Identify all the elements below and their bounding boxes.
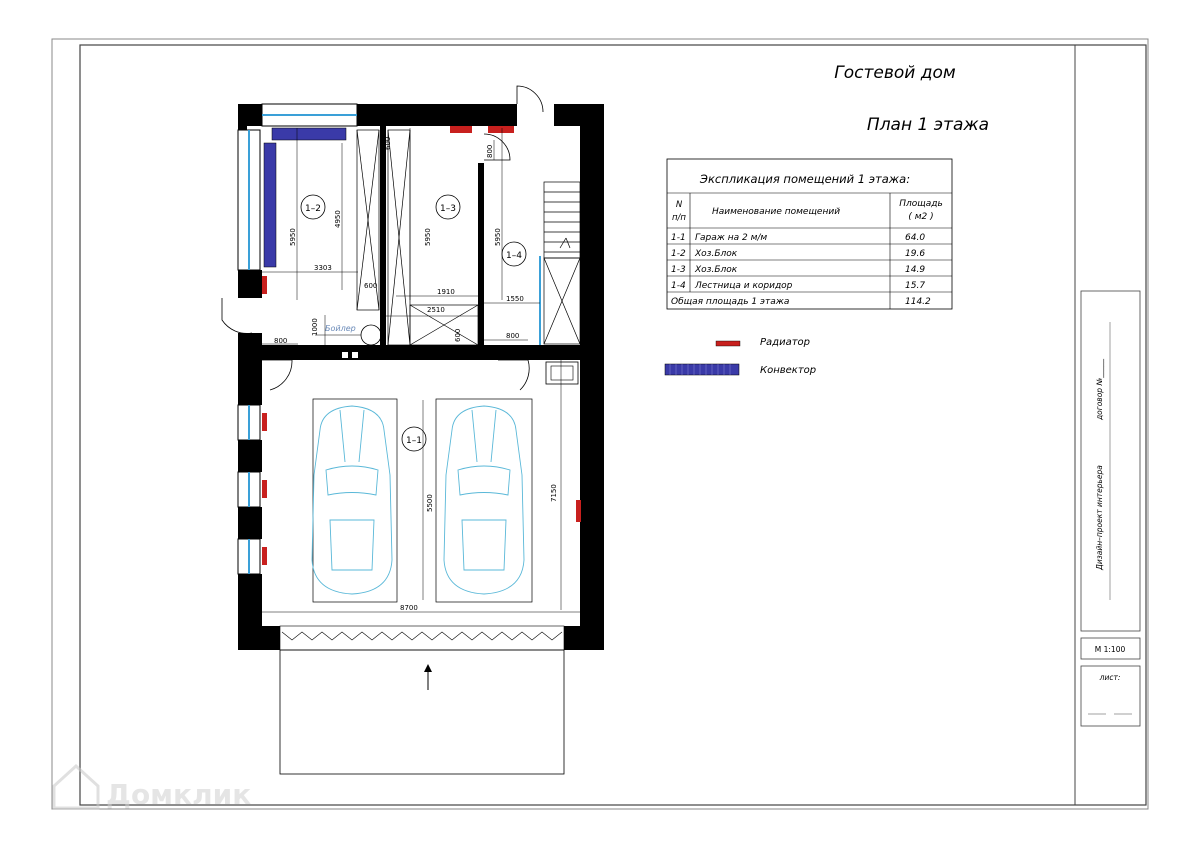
outlet <box>342 352 348 358</box>
radiator <box>262 547 267 565</box>
room-label-1-4: 1–4 <box>506 251 522 261</box>
wall <box>238 440 262 472</box>
wall <box>580 104 604 650</box>
col-n-header: п/п <box>672 213 686 223</box>
dim-label: 3303 <box>314 264 332 272</box>
table-total-area: 114.2 <box>905 297 931 307</box>
convector <box>264 143 276 267</box>
explication-table <box>667 159 952 309</box>
boiler <box>361 325 381 345</box>
boiler-label: Бойлер <box>325 324 356 333</box>
interior-wall <box>380 126 386 346</box>
dim-label: 5950 <box>424 228 432 246</box>
dim-label: 5950 <box>494 228 502 246</box>
driveway <box>280 650 564 774</box>
wall <box>238 507 262 539</box>
table-cell: 1-2 <box>671 249 686 259</box>
dim-label: 5500 <box>426 494 434 512</box>
dim-label: 800 <box>486 144 494 158</box>
table-cell: Лестница и коридор <box>695 281 793 291</box>
floor-plan <box>222 86 604 774</box>
dim-label: 600 <box>364 282 378 290</box>
room-label-1-2: 1–2 <box>305 204 321 214</box>
wall <box>238 270 262 298</box>
legend-radiator: Радиатор <box>760 337 810 348</box>
radiator-swatch <box>716 341 740 346</box>
legend-convector: Конвектор <box>760 365 817 376</box>
dim-label: 2510 <box>427 306 445 314</box>
table-cell: 15.7 <box>905 281 926 291</box>
col-area-header: Площадь <box>899 199 943 209</box>
dim-label: 1550 <box>506 295 524 303</box>
dim-label: 600 <box>384 136 392 150</box>
contract-number: договор №_____ <box>1095 358 1104 420</box>
table-cell: Хоз.Блок <box>695 265 738 275</box>
convector <box>272 128 346 140</box>
radiator <box>488 126 514 133</box>
interior-wall <box>528 345 580 360</box>
scale-label: М 1:100 <box>1094 645 1126 654</box>
col-area-header: ( м2 ) <box>908 212 934 222</box>
wall <box>238 333 262 405</box>
entry-arrow-head <box>424 664 432 672</box>
dim-label: 1000 <box>311 318 319 336</box>
wall <box>554 104 604 126</box>
radiator <box>262 276 267 294</box>
table-cell: Хоз.Блок <box>695 249 738 259</box>
dim-label: 800 <box>506 332 520 340</box>
car-1 <box>312 406 392 594</box>
wall <box>357 104 363 126</box>
wall <box>357 104 517 126</box>
radiator <box>450 126 472 133</box>
table-cell: 1-1 <box>671 233 686 243</box>
interior-wall <box>478 163 484 346</box>
title-block <box>1081 291 1140 726</box>
watermark-text: Домклик <box>106 778 252 811</box>
dim-label: 8700 <box>400 604 418 612</box>
table-cell: 19.6 <box>905 249 926 259</box>
staircase <box>544 182 580 258</box>
table-cell: 64.0 <box>905 233 926 243</box>
table-cell: 1-4 <box>671 281 686 291</box>
convector-group <box>264 128 346 267</box>
col-name-header: Наименование помещений <box>711 207 841 217</box>
radiator <box>576 500 581 522</box>
table-caption: Экспликация помещений 1 этажа: <box>699 172 911 186</box>
car-2 <box>444 406 524 594</box>
parking-bay <box>436 399 532 602</box>
wall <box>238 104 262 126</box>
dim-label: 1910 <box>437 288 455 296</box>
legend <box>665 337 816 376</box>
outlet <box>352 352 358 358</box>
wall <box>238 626 280 650</box>
page-subtitle: План 1 этажа <box>866 115 990 135</box>
radiator <box>262 480 267 498</box>
sink <box>551 366 573 380</box>
dim-label: 4950 <box>334 210 342 228</box>
page-title: Гостевой дом <box>834 63 956 83</box>
table-total-label: Общая площадь 1 этажа <box>671 297 790 307</box>
shaft <box>357 130 580 345</box>
dim-label: 7150 <box>550 484 558 502</box>
watermark <box>54 766 251 811</box>
table-cell: 14.9 <box>905 265 926 275</box>
table-cell: 1-3 <box>671 265 686 275</box>
radiator <box>262 413 267 431</box>
dim-label: 5950 <box>289 228 297 246</box>
parking-bay <box>313 399 397 602</box>
room-label-1-3: 1–3 <box>440 204 456 214</box>
dim-label: 600 <box>454 328 462 342</box>
col-n-header: N <box>675 200 683 210</box>
dim-label: 800 <box>274 337 288 345</box>
table-cell: Гараж на 2 м/м <box>695 233 768 243</box>
sheet-label: лист: <box>1099 673 1121 682</box>
garage-door <box>280 626 564 650</box>
project-name: Дизайн–проект интерьера <box>1095 465 1104 570</box>
room-label-1-1: 1–1 <box>406 436 422 446</box>
house-icon <box>54 766 98 808</box>
